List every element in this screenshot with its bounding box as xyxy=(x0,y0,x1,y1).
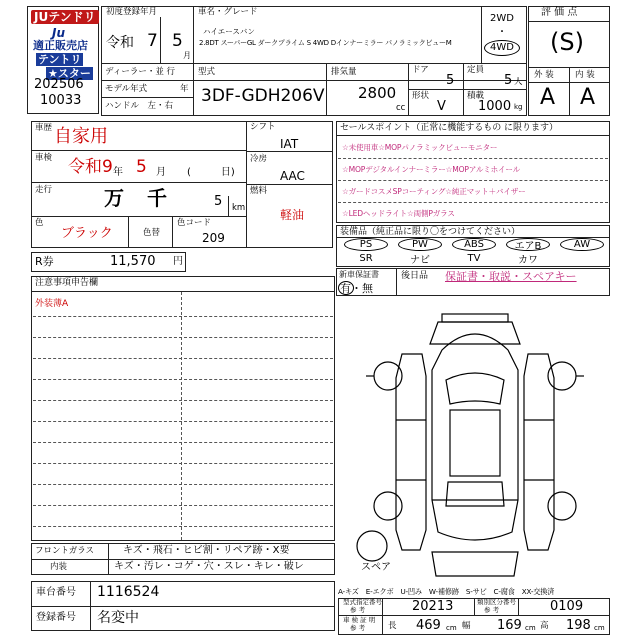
sales-points-title: セールスポイント（正常に機能するもの に限ります） xyxy=(340,123,559,133)
displacement-unit: cc xyxy=(396,103,406,113)
spec-length-unit: cm xyxy=(446,624,457,632)
equipment-item-2: カワ xyxy=(518,255,538,266)
chassis-label: 車台番号 xyxy=(36,587,76,598)
spec-width-label: 幅 xyxy=(462,621,471,631)
after-items-label: 後日品 xyxy=(401,271,429,281)
mileage-sen: 千 xyxy=(147,186,167,210)
capacity-value: 5 xyxy=(504,73,513,88)
car-top-outline xyxy=(432,334,518,540)
model-year-label: モデル年式 xyxy=(105,84,148,94)
sales-point-item: ☆LEDヘッドライト☆両側Pガラス xyxy=(342,209,455,218)
color-change-label: 色替 xyxy=(143,228,161,238)
wheel-front-right xyxy=(548,362,576,390)
spec-type-label: 型式指定番号 xyxy=(343,598,382,606)
dealer-line: 適正販売店 xyxy=(33,39,88,52)
load-value: 1000 xyxy=(478,99,512,114)
ac-label: 冷房 xyxy=(250,154,268,164)
notes-line xyxy=(33,421,333,422)
doors-value: 5 xyxy=(446,73,455,88)
sales-point-item: ☆ガードコスメSPコーティング☆純正マット＋バイザー xyxy=(342,187,526,196)
warranty-value: 有・無 xyxy=(340,282,373,295)
shift-value: IAT xyxy=(280,137,299,151)
wheel-rear-left xyxy=(374,492,402,520)
windshield-label: フロントガラス xyxy=(35,546,94,556)
equipment-item: PS xyxy=(344,238,388,251)
notes-line xyxy=(33,337,333,338)
spare-tire xyxy=(357,531,387,561)
damage-legend: A-キズ E-エクボ U-凹み W-補修跡 S-サビ C-腐食 XX-交換済 xyxy=(338,587,555,596)
warranty-label: 新車保証書 xyxy=(339,270,379,279)
drive-2wd: 2WD xyxy=(490,13,514,24)
interior-cond-value: キズ・汚レ・コゲ・穴・スレ・キレ・破レ xyxy=(114,561,304,572)
tentori-line: テントリ xyxy=(38,53,82,66)
notes-line xyxy=(33,463,333,464)
after-items-value: 保証書・取説・スペアキー xyxy=(445,270,577,283)
equipment-title: 装備品（純正品に限り〇をつけてください） xyxy=(340,227,521,237)
sales-point-item: ☆未使用車☆MOPパノラミックビューモニター xyxy=(342,143,498,152)
spec-class-label: 類別区分番号 xyxy=(477,598,516,606)
doors-label: ドア xyxy=(412,65,429,75)
plate-label: 登録番号 xyxy=(36,612,76,623)
spec-height-unit: cm xyxy=(594,624,605,632)
spec-cert-label: 車 検 証 明 xyxy=(343,616,376,624)
sales-point-divider xyxy=(338,202,608,203)
inspection-month-unit: 月 xyxy=(156,167,166,178)
inspection-year-unit: 年 xyxy=(113,167,123,178)
equipment-item: AW xyxy=(560,238,604,251)
equipment-item-2: ナビ xyxy=(410,255,430,266)
spec-cert-ref: 参 考 xyxy=(350,624,366,632)
usage-label: 車歴 xyxy=(35,123,53,133)
usage-value: 自家用 xyxy=(54,126,108,147)
shape-value: V xyxy=(437,99,446,114)
fuel-label: 燃料 xyxy=(250,186,268,196)
model-code-value: 3DF-GDH206V xyxy=(201,86,325,106)
color-code-value: 209 xyxy=(202,231,225,245)
windshield-value: キズ・飛石・ヒビ割・リペア跡・X要 xyxy=(123,545,290,556)
equipment-item-2: TV xyxy=(467,253,481,264)
ac-value: AAC xyxy=(280,169,305,183)
recycle-unit: 円 xyxy=(173,256,183,267)
notes-line xyxy=(33,358,333,359)
rear-view xyxy=(432,552,518,576)
rear-glass-shape xyxy=(446,482,504,506)
wheel-front-left xyxy=(374,362,402,390)
drive-4wd-circled: 4WD xyxy=(484,40,520,56)
notes-line xyxy=(33,526,333,527)
chassis-value: 1116524 xyxy=(97,584,160,600)
notes-line xyxy=(33,379,333,380)
spec-type-value: 20213 xyxy=(412,599,454,614)
star-line: ★スター xyxy=(48,67,91,80)
inspection-label: 車検 xyxy=(35,153,53,163)
color-code-label: 色コード xyxy=(177,218,212,228)
equipment-item: PW xyxy=(398,238,442,251)
car-grade-line2: 2.8DT スーパーGL ダークプライム S 4WD Dインナーミラー パノラミックビューM xyxy=(199,39,452,47)
spec-class-value: 0109 xyxy=(550,599,584,614)
spec-length-value: 469 xyxy=(416,618,441,633)
notes-line xyxy=(33,316,333,317)
load-label: 積載 xyxy=(467,91,485,101)
sales-point-item: ☆MOPデジタルインナーミラー☆MOPアルミホイール xyxy=(342,165,521,174)
rating-label: 評 価 点 xyxy=(541,7,578,18)
dealer-label: ディーラー・並 行 xyxy=(105,67,176,77)
rating-score: (S) xyxy=(550,28,584,56)
first-registration-label: 初度登録年月 xyxy=(106,7,158,17)
wheel-rear-right xyxy=(548,492,576,520)
handle-label: ハンドル 左・右 xyxy=(105,101,174,111)
recycle-value: 11,570 xyxy=(110,254,156,269)
mileage-unit: km xyxy=(232,203,246,213)
interior-grade: A xyxy=(580,85,596,110)
front-view xyxy=(430,322,520,344)
mileage-label: 走行 xyxy=(35,185,53,195)
stock-number-2: 10033 xyxy=(40,93,82,108)
spec-height-value: 198 xyxy=(566,618,591,633)
windshield-shape xyxy=(446,373,504,404)
spec-length-label: 長 xyxy=(388,621,397,631)
spec-width-unit: cm xyxy=(525,624,536,632)
notes-title: 注意事項申告欄 xyxy=(35,278,99,288)
spare-label: スペア xyxy=(361,562,391,573)
shape-label: 形状 xyxy=(412,91,430,101)
inspection-month: 5 xyxy=(136,157,147,177)
sales-point-divider xyxy=(338,158,608,159)
warranty-yes-circle xyxy=(338,281,354,295)
spec-type-ref: 参 考 xyxy=(350,606,366,614)
mileage-value: 5 xyxy=(214,194,223,209)
car-diagram xyxy=(340,300,610,590)
exterior-label: 外 装 xyxy=(534,70,554,80)
ju-mark: Ju xyxy=(52,26,66,40)
load-unit: kg xyxy=(514,103,523,111)
equipment-item: ABS xyxy=(452,238,496,251)
registration-era: 令和 xyxy=(106,35,134,51)
shift-label: シフト xyxy=(250,122,276,132)
color-label: 色 xyxy=(35,218,44,228)
capacity-label: 定員 xyxy=(467,65,485,75)
car-name-line1: ハイエースバン xyxy=(203,27,255,36)
fuel-value: 軽油 xyxy=(280,208,305,222)
displacement-value: 2800 xyxy=(358,84,397,102)
model-code-label: 型式 xyxy=(198,67,216,77)
drive-dot: ・ xyxy=(497,27,507,38)
notes-text: 外装薄A xyxy=(35,299,69,309)
recycle-box xyxy=(31,252,186,272)
recycle-label: R券 xyxy=(35,255,54,268)
exterior-grade: A xyxy=(540,85,556,110)
registration-year: 7 xyxy=(147,31,158,51)
sales-point-divider xyxy=(338,180,608,181)
car-name-label: 車名・グレード xyxy=(198,7,258,17)
model-year-unit: 年 xyxy=(180,84,189,94)
plate-value: 名変中 xyxy=(97,610,139,626)
spec-class-ref: 参 考 xyxy=(484,606,500,614)
notes-line xyxy=(33,442,333,443)
registration-month: 5 xyxy=(172,31,183,51)
brand-logo: JUテンドリ xyxy=(31,10,99,24)
capacity-unit: 人 xyxy=(514,77,523,87)
spec-height-label: 高 xyxy=(540,621,549,631)
notes-line xyxy=(33,505,333,506)
interior-cond-label: 内装 xyxy=(50,562,68,572)
displacement-label: 排気量 xyxy=(331,67,357,77)
notes-line xyxy=(33,484,333,485)
stock-number-1: 202506 xyxy=(34,77,84,92)
registration-month-unit: 月 xyxy=(183,51,191,60)
spec-width-value: 169 xyxy=(497,618,522,633)
inspection-era: 令和9 xyxy=(68,157,113,177)
interior-label: 内 装 xyxy=(575,70,595,80)
equipment-item-2: SR xyxy=(359,253,373,264)
equipment-item: エアB xyxy=(506,238,550,251)
color-value: ブラック xyxy=(61,226,113,241)
inspection-day-unit: ( 日) xyxy=(187,167,235,178)
mileage-man: 万 xyxy=(104,186,124,210)
notes-line xyxy=(33,400,333,401)
roof-panel xyxy=(450,410,500,476)
